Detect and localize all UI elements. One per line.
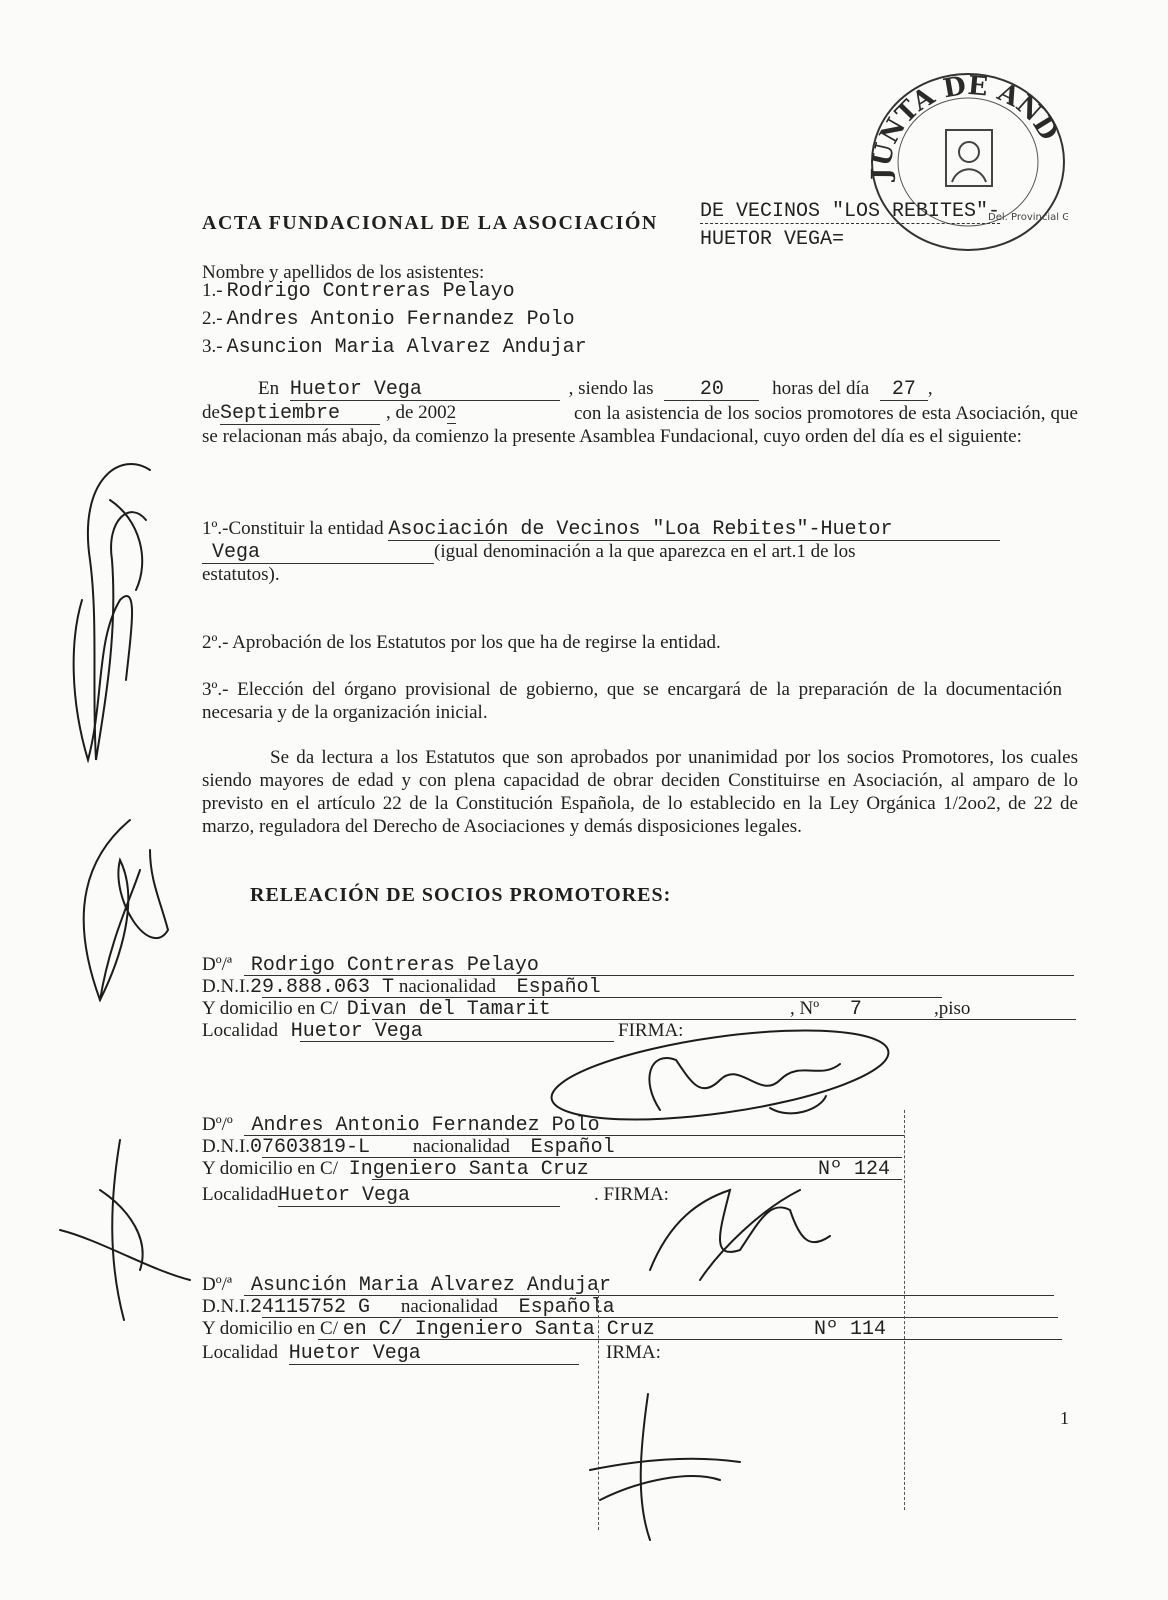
document-title: ACTA FUNDACIONAL DE LA ASOCIACIÓN bbox=[202, 212, 658, 234]
attendee-name: Rodrigo Contreras Pelayo bbox=[226, 280, 515, 303]
order-item-3: 3º.- Elección del órgano provisional de gobierno, que se encargará de la preparación de la documentación necesaria y de la organización inicial. bbox=[202, 679, 1062, 723]
promoters-heading: RELEACIÓN DE SOCIOS PROMOTORES: bbox=[250, 884, 672, 906]
promoter-name: Andres Antonio Fernandez Polo bbox=[251, 1114, 600, 1137]
promoter-name-row: Dº/ª Rodrigo Contreras Pelayo bbox=[202, 954, 539, 977]
promoter-locality: Huetor Vega bbox=[290, 1020, 423, 1043]
association-name-line1: DE VECINOS "LOS REBITES"- bbox=[700, 200, 1001, 223]
promoter-name-row: Dº/º Andres Antonio Fernandez Polo bbox=[202, 1114, 600, 1137]
promoter-locality-row: Localidad Huetor Vega bbox=[202, 1342, 579, 1365]
intro-line: En Huetor Vega , siendo las 20 horas del día 27 , bbox=[258, 378, 933, 401]
attendee-item: 1.- Rodrigo Contreras Pelayo bbox=[202, 280, 515, 303]
stamp-office: Del. Provincial G bbox=[988, 212, 1068, 223]
signature-label: FIRMA: bbox=[618, 1020, 684, 1041]
meeting-place: Huetor Vega bbox=[290, 380, 560, 401]
promoter-nationality: Española bbox=[518, 1296, 615, 1319]
meeting-hour: 20 bbox=[664, 380, 759, 401]
entity-name-line1: Asociación de Vecinos "Loa Rebites"-Huetor bbox=[388, 520, 1000, 541]
promoter-nationality: Español bbox=[530, 1136, 615, 1159]
attendees-label: Nombre y apellidos de los asistentes: bbox=[202, 262, 485, 283]
signature-promoter-2 bbox=[650, 1190, 830, 1280]
promoter-dni: 24115752 G bbox=[250, 1296, 371, 1319]
promoter-locality: Huetor Vega bbox=[278, 1186, 560, 1207]
promoter-locality: Huetor Vega bbox=[289, 1344, 579, 1365]
intro-date-line: deSeptiembre , de 2002 bbox=[202, 402, 457, 425]
promoter-dni: 29.888.063 T bbox=[250, 976, 395, 999]
promoter-number: Nº 124 bbox=[818, 1158, 891, 1181]
entity-name-line2: Vega bbox=[202, 543, 434, 564]
meeting-day: 27 bbox=[880, 380, 928, 401]
margin-signature-2 bbox=[84, 820, 168, 1000]
promoter-locality-row: LocalidadHuetor Vega bbox=[202, 1184, 560, 1207]
stamp-text: JUNTA DE AND bbox=[868, 70, 1064, 181]
promoter-dni-row: D.N.I.07603819-L nacionalidad Español bbox=[202, 1136, 615, 1159]
promoter-number: Nº 114 bbox=[814, 1318, 887, 1341]
piso-label: piso bbox=[938, 998, 971, 1019]
promoter-dni-row: D.N.I.24115752 G nacionalidad Española bbox=[202, 1296, 615, 1319]
promoter-name-row: Dº/ª Asunción Maria Alvarez Andujar bbox=[202, 1274, 611, 1297]
promoter-street: Ingeniero Santa Cruz bbox=[348, 1158, 589, 1181]
page-number: 1 bbox=[1060, 1408, 1069, 1428]
margin-signature-1 bbox=[74, 464, 150, 760]
signature-promoter-3 bbox=[590, 1394, 740, 1540]
promoter-street: Divan del Tamarit bbox=[346, 998, 551, 1021]
signature-promoter-1 bbox=[546, 1014, 893, 1137]
association-locality-typed: HUETOR VEGA= bbox=[700, 228, 845, 251]
intro-paragraph: con la asistencia de los socios promotores de esta Asociación, que se relacionan más abajo, da comienzo la presente Asamblea Fundacional, cuyo orden del día es el siguiente: bbox=[202, 403, 1078, 447]
promoter-dni-row: D.N.I.29.888.063 T nacionalidad Español bbox=[202, 976, 601, 999]
attendee-item: 2.- Andres Antonio Fernandez Polo bbox=[202, 308, 575, 331]
promoter-address-row: Y domicilio en C/ Divan del Tamarit bbox=[202, 998, 551, 1021]
attendee-name: Asuncion Maria Alvarez Andujar bbox=[226, 336, 587, 359]
promoter-name: Rodrigo Contreras Pelayo bbox=[250, 954, 539, 977]
promoter-address-row: Y domicilio en C/ Ingeniero Santa Cruz bbox=[202, 1158, 589, 1181]
promoter-street: en C/ Ingeniero Santa Cruz bbox=[342, 1318, 655, 1341]
promoter-name: Asunción Maria Alvarez Andujar bbox=[250, 1274, 611, 1297]
promoter-address-row: Y domicilio en C/ en C/ Ingeniero Santa Cruz bbox=[202, 1318, 655, 1341]
margin-signature-3 bbox=[60, 1140, 190, 1320]
signature-label: FIRMA: bbox=[603, 1184, 669, 1205]
founding-statement: Se da lectura a los Estatutos que son aprobados por unanimidad por los socios Promotores, los cuales siendo mayores de edad y con plena capacidad de obrar deciden Constituirse en Asociación, al amparo de lo previsto en el artículo 22 de la Constitución Española, de lo establecido en la Ley Orgánica 1/2oo2, de 22 de marzo, reguladora del Derecho de Asociaciones y demás disposiciones legales. bbox=[202, 747, 1078, 837]
attendee-item: 3.- Asuncion Maria Alvarez Andujar bbox=[202, 336, 587, 359]
attendee-name: Andres Antonio Fernandez Polo bbox=[226, 308, 575, 331]
promoter-nationality: Español bbox=[516, 976, 601, 999]
meeting-year-digit: 2 bbox=[446, 402, 457, 423]
order-item-1-end: estatutos). bbox=[202, 564, 280, 585]
promoter-dni: 07603819-L bbox=[250, 1136, 371, 1159]
meeting-month: Septiembre bbox=[220, 404, 380, 425]
order-item-1: 1º.-Constituir la entidad Asociación de Vecinos "Loa Rebites"-Huetor bbox=[202, 518, 1000, 541]
signature-label: IRMA: bbox=[606, 1342, 661, 1363]
order-item-2: 2º.- Aprobación de los Estatutos por los que ha de regirse la entidad. bbox=[202, 632, 721, 653]
order-item-1-cont: Vega (igual denominación a la que aparezca en el art.1 de los bbox=[202, 541, 856, 564]
promoter-number: 7 bbox=[849, 998, 862, 1021]
promoter-locality-row: Localidad Huetor Vega bbox=[202, 1020, 423, 1043]
